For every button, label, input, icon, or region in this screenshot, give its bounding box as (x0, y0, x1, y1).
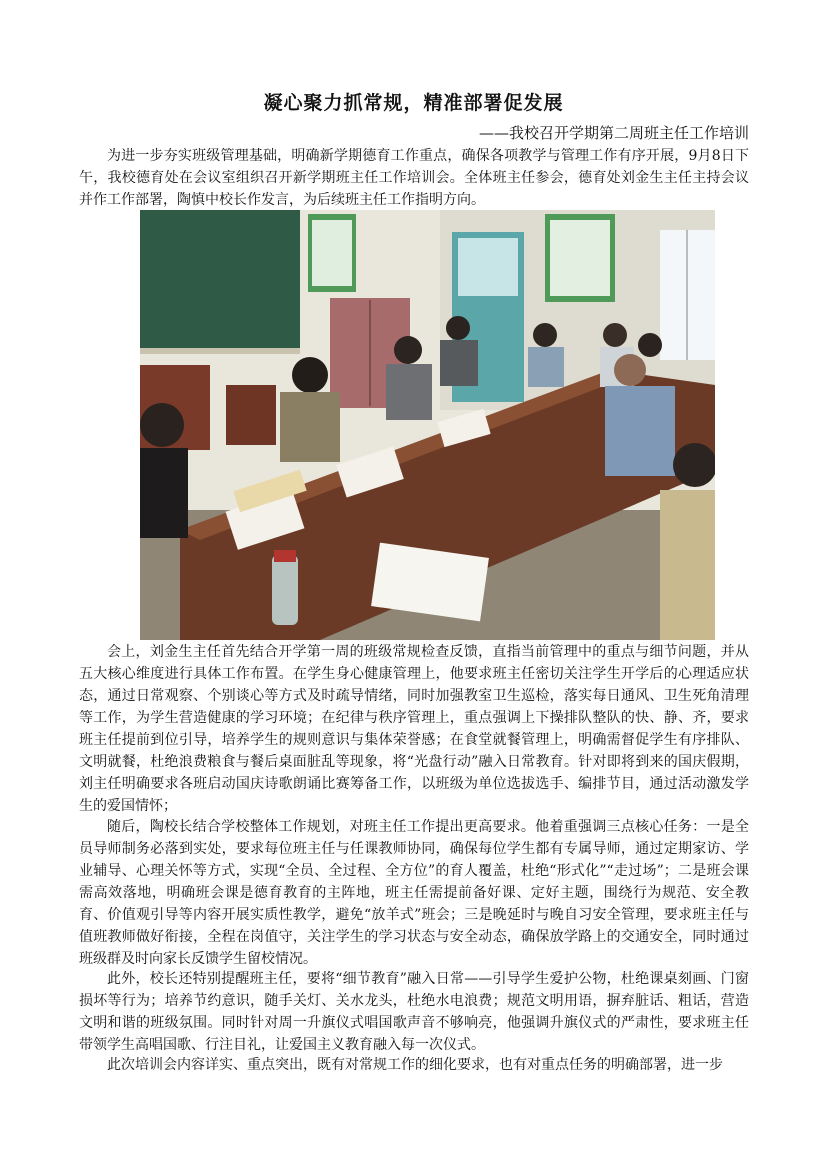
paragraph-director-speech: 会上，刘金生主任首先结合开学第一周的班级常规检查反馈，直指当前管理中的重点与细节问题，并从五大核心维度进行具体工作布置。在学生身心健康管理上，他要求班主任密切关注学生开学后的心理适应状态，通过日常观察、个别谈心等方式及时疏导情绪，同时加强教室卫生巡检，落实每日通风、卫生死角清理等工作，为学生营造健康的学习环境；在纪律与秩序管理上，重点强调上下操排队整队的快、静、齐，要求班主任提前到位引导，培养学生的规则意识与集体荣誉感；在食堂就餐管理上，明确需督促学生有序排队、文明就餐，杜绝浪费粮食与餐后桌面脏乱等现象，将“光盘行动”融入日常教育。针对即将到来的国庆假期，刘主任明确要求各班启动国庆诗歌朗诵比赛筹备工作，以班级为单位选拔选手、编排节目，通过活动激发学生的爱国情怀； (79, 644, 749, 814)
paragraph-principal-speech: 随后，陶校长结合学校整体工作规划，对班主任工作提出更高要求。他着重强调三点核心任务：一是全员导师制务必落到实处，要求每位班主任与任课教师协同，确保每位学生都有专属导师，通过定期家访、学业辅导、心理关怀等方式，实现“全员、全过程、全方位”的育人覆盖，杜绝“形式化”“走过场”；二是班会课需高效落地，明确班会课是德育教育的主阵地，班主任需提前备好课、定好主题，围绕行为规范、安全教育、价值观引导等内容开展实质性教学，避免“放羊式”班会；三是晚延时与晚自习安全管理，要求班主任与值班教师做好衔接，全程在岗值守，关注学生的学习状态与安全动态，确保放学路上的交通安全，同时通过班级群及时向家长反馈学生留校情况。 (79, 819, 749, 967)
paragraph-details: 此外，校长还特别提醒班主任，要将“细节教育”融入日常——引导学生爱护公物，杜绝课桌刻画、门窗损坏等行为；培养节约意识，随手关灯、关水龙头，杜绝水电浪费；规范文明用语，摒弃脏话、粗话，营造文明和谐的班级氛围。同时针对周一升旗仪式唱国歌声音不够响亮，他强调升旗仪式的严肃性，要求班主任带领学生高唱国歌、行注目礼，让爱国主义教育融入每一次仪式。 (79, 971, 749, 1053)
paragraph-intro: 为进一步夯实班级管理基础，明确新学期德育工作重点，确保各项教学与管理工作有序开展，9月8日下午，我校德育处在会议室组织召开新学期班主任工作培训会。全体班主任参会，德育处刘金生主任主持会议并作工作部署，陶慎中校长作发言，为后续班主任工作指明方向。 (79, 148, 749, 208)
document-title: 凝心聚力抓常规，精准部署促发展 (263, 92, 564, 114)
document-subtitle: ——我校召开学期第二周班主任工作培训 (478, 124, 749, 142)
meeting-photo (140, 210, 715, 640)
paragraph-summary: 此次培训会内容详实、重点突出，既有对常规工作的细化要求，也有对重点任务的明确部署，进一步 (107, 1057, 723, 1073)
